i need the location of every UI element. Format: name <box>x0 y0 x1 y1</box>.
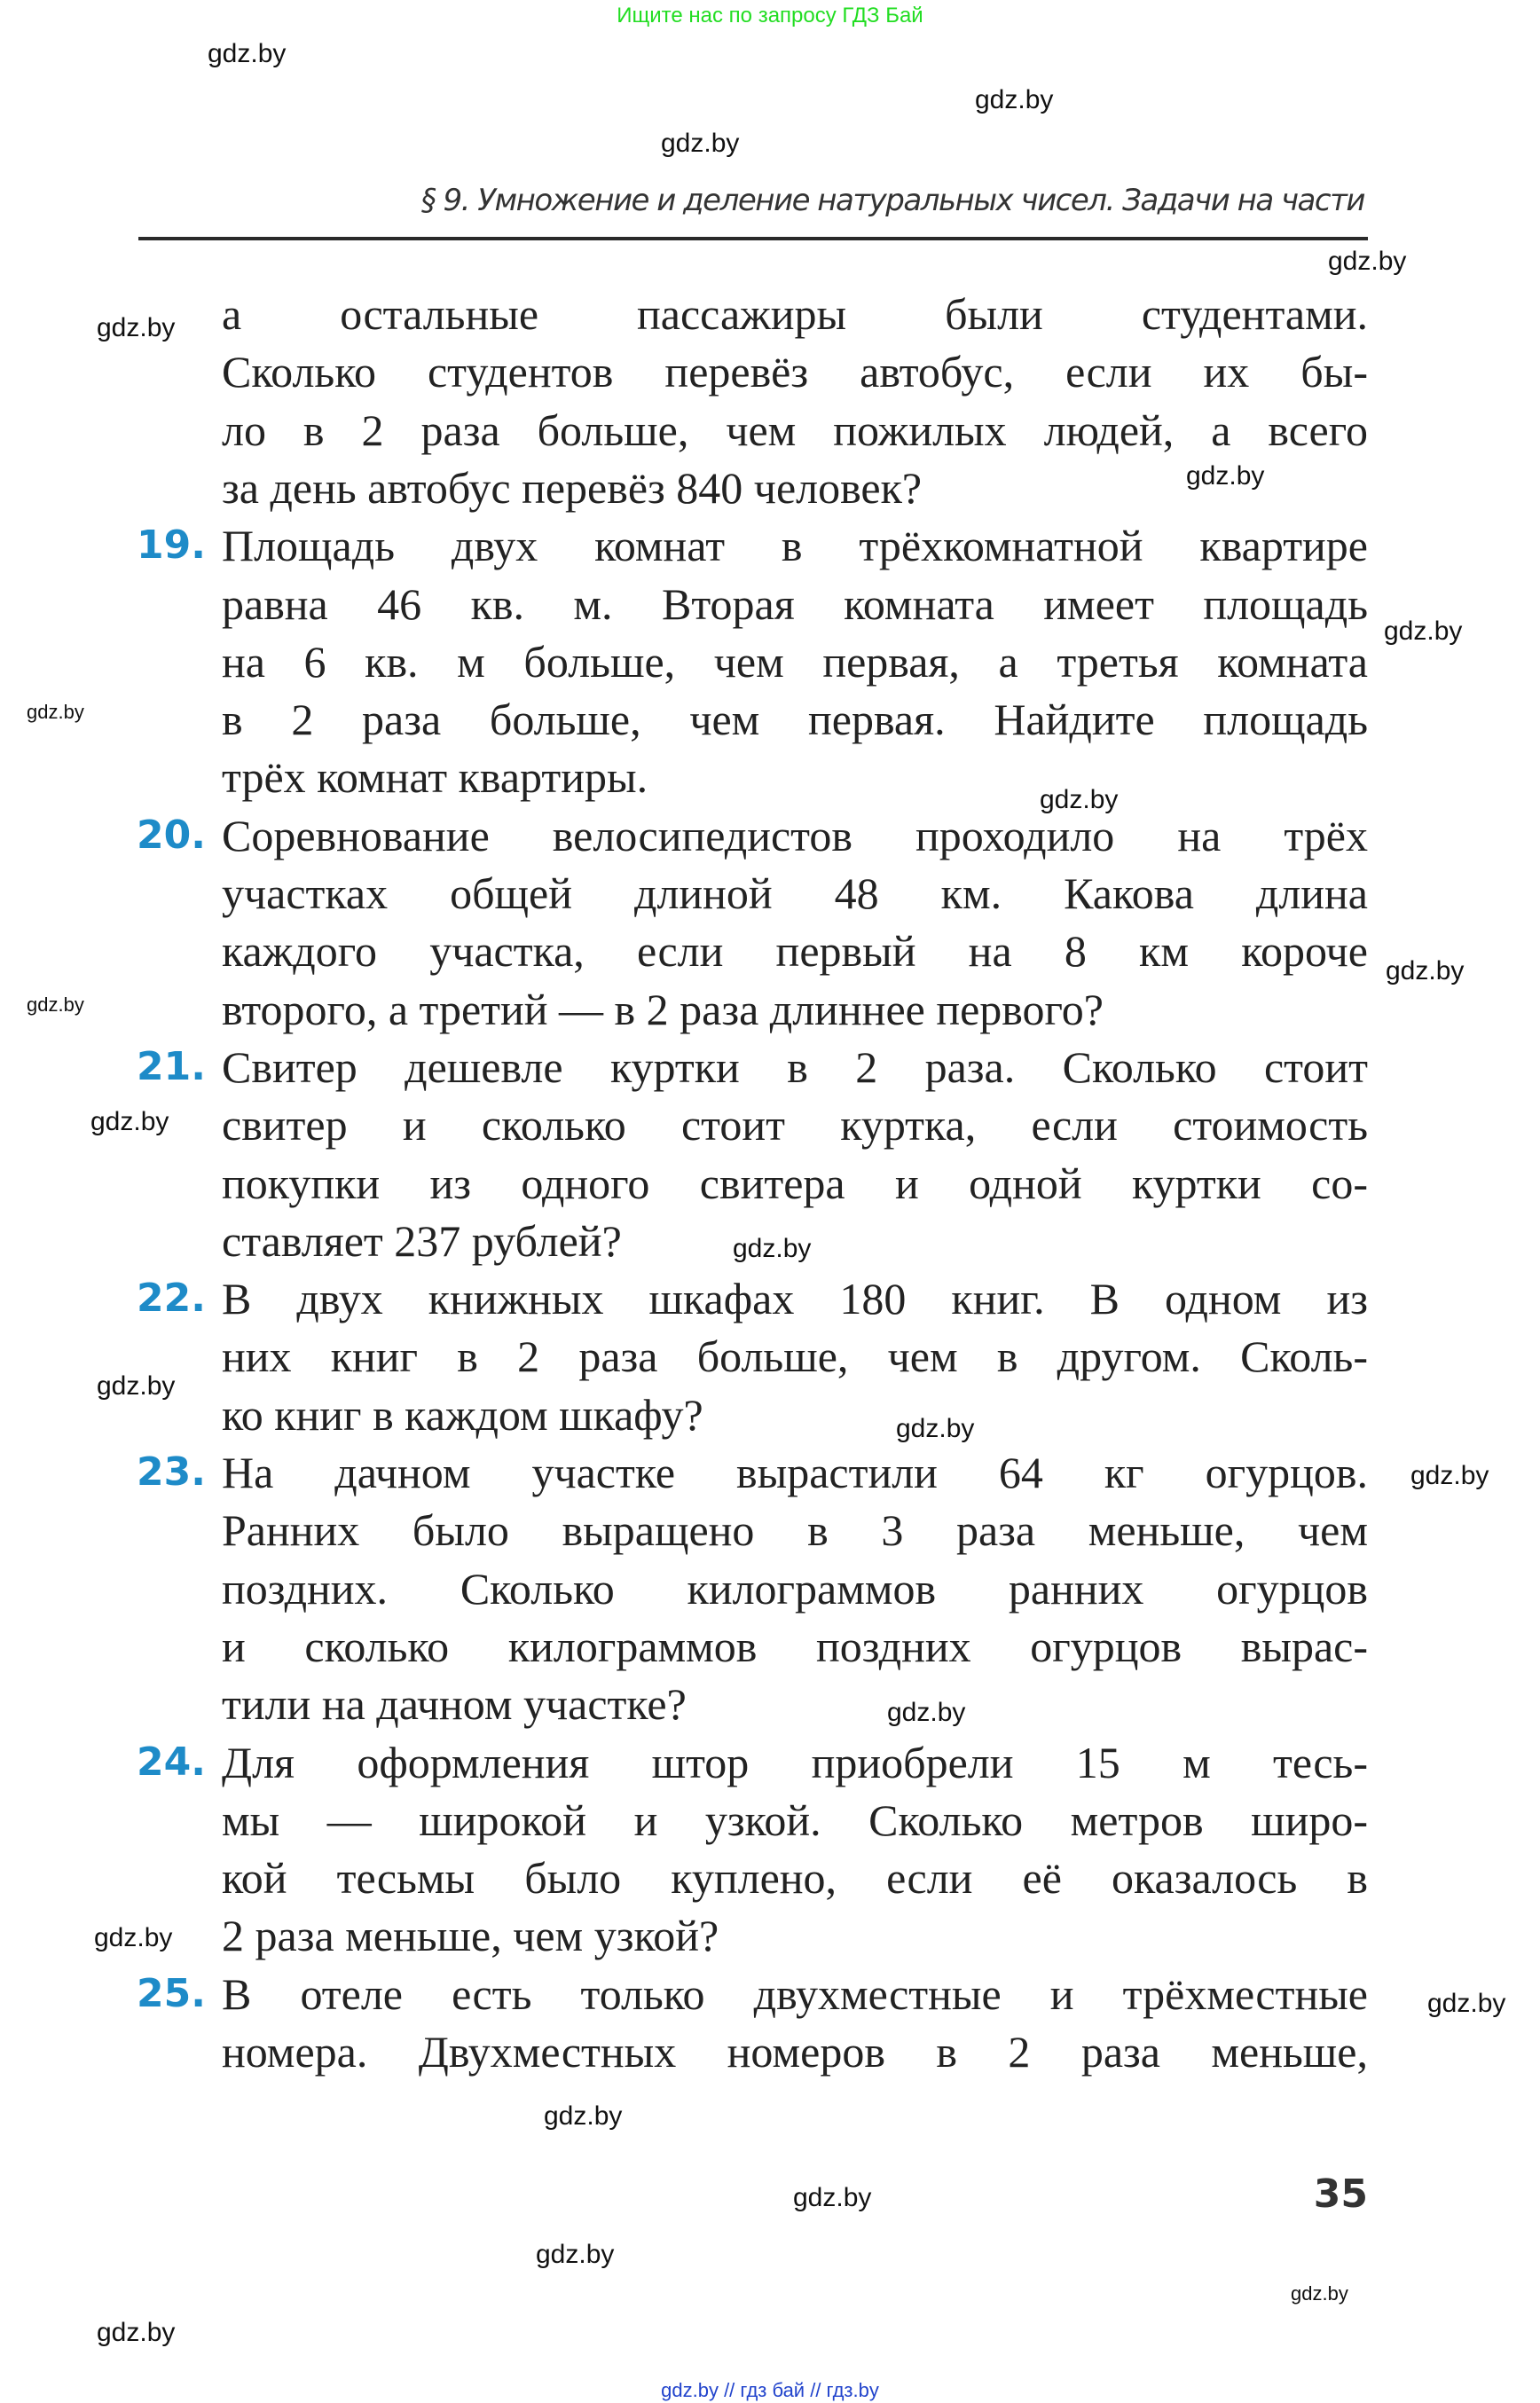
problem-number: 22. <box>137 1276 206 1322</box>
text-line: участках общей длиной 48 км. Какова длина <box>222 868 1368 918</box>
watermark-gdz: gdz.by <box>544 2101 623 2131</box>
text-line: Свитер дешевле куртки в 2 раза. Сколько стоит <box>222 1041 1368 1092</box>
text-line: второго, а третий — в 2 раза длиннее первого? <box>222 984 1104 1034</box>
text-line: ко книг в каждом шкафу? <box>222 1389 703 1440</box>
text-line: них книг в 2 раза больше, чем в другом. Сколь- <box>222 1331 1368 1382</box>
text-line: трёх комнат квартиры. <box>222 752 648 803</box>
page-number: 35 <box>1313 2171 1368 2217</box>
problem-number: 20. <box>137 812 206 858</box>
watermark-gdz: gdz.by <box>208 39 287 68</box>
text-line: ставляет 237 рублей? <box>222 1215 622 1266</box>
text-line: каждого участка, если первый на 8 км короче <box>222 926 1368 977</box>
text-line: равна 46 кв. м. Вторая комната имеет площадь <box>222 578 1368 629</box>
watermark-gdz: gdz.by <box>27 701 84 723</box>
text-line: свитер и сколько стоит куртка, если стоимость <box>222 1100 1368 1150</box>
text-line: в 2 раза больше, чем первая. Найдите площадь <box>222 695 1368 745</box>
watermark-gdz: gdz.by <box>661 129 740 158</box>
text-line: на 6 кв. м больше, чем первая, а третья комната <box>222 636 1368 687</box>
watermark-gdz: gdz.by <box>896 1414 975 1443</box>
watermark-gdz: gdz.by <box>1040 785 1119 814</box>
text-line: В отеле есть только двухместные и трёхместные <box>222 1968 1368 2019</box>
watermark-gdz: gdz.by <box>97 313 176 342</box>
text-line: 2 раза меньше, чем узкой? <box>222 1911 719 1961</box>
text-line: тили на дачном участке? <box>222 1679 687 1730</box>
watermark-gdz: gdz.by <box>90 1107 169 1136</box>
text-line: ло в 2 раза больше, чем пожилых людей, а всего <box>222 404 1368 455</box>
text-line: мы — широкой и узкой. Сколько метров широ- <box>222 1794 1368 1845</box>
problem-number: 21. <box>137 1043 206 1089</box>
text-line: Для оформления штор приобрели 15 м тесь- <box>222 1737 1368 1787</box>
text-line: Соревнование велосипедистов проходило на трёх <box>222 810 1368 860</box>
text-line: Сколько студентов перевёз автобус, если их бы- <box>222 347 1368 397</box>
text-line: Ранних было выращено в 3 раза меньше, чем <box>222 1505 1368 1556</box>
problem-number: 23. <box>137 1449 206 1495</box>
watermark-gdz: gdz.by <box>733 1234 812 1263</box>
text-line: поздних. Сколько килограммов ранних огурцов <box>222 1563 1368 1614</box>
header-divider <box>138 237 1368 240</box>
watermark-gdz: gdz.by <box>1186 461 1265 491</box>
text-line: а остальные пассажиры были студентами. <box>222 289 1368 339</box>
watermark-gdz: gdz.by <box>94 1923 173 1952</box>
top-search-banner[interactable]: Ищите нас по запросу ГДЗ Бай <box>617 4 923 27</box>
text-line: В двух книжных шкафах 180 книг. В одном из <box>222 1274 1368 1324</box>
problem-number: 19. <box>137 522 206 569</box>
bottom-links-banner[interactable]: gdz.by // гдз бай // гдз.by <box>661 2379 879 2401</box>
text-line: На дачном участке вырастили 64 кг огурцов. <box>222 1448 1368 1497</box>
watermark-gdz: gdz.by <box>1410 1461 1489 1490</box>
problem-number: 25. <box>137 1970 206 2016</box>
text-line: за день автобус перевёз 840 человек? <box>222 462 923 513</box>
watermark-gdz: gdz.by <box>97 1371 176 1401</box>
problem-number: 24. <box>137 1739 206 1785</box>
watermark-gdz: gdz.by <box>793 2183 872 2212</box>
watermark-gdz: gdz.by <box>27 993 84 1016</box>
text-line: Площадь двух комнат в трёхкомнатной квартире <box>222 521 1368 571</box>
text-line: номера. Двухместных номеров в 2 раза меньше, <box>222 2027 1368 2077</box>
running-head-section-title: § 9. Умножение и деление натуральных чисел. Задачи на части <box>420 183 1364 218</box>
watermark-gdz: gdz.by <box>536 2240 615 2269</box>
watermark-gdz: gdz.by <box>975 85 1054 114</box>
watermark-gdz: gdz.by <box>1384 616 1463 646</box>
watermark-gdz: gdz.by <box>887 1698 966 1727</box>
text-line: покупки из одного свитера и одной куртки со- <box>222 1158 1368 1208</box>
watermark-gdz: gdz.by <box>97 2318 176 2347</box>
watermark-gdz: gdz.by <box>1328 247 1407 276</box>
watermark-gdz: gdz.by <box>1386 956 1465 986</box>
watermark-gdz: gdz.by <box>1427 1989 1506 2018</box>
text-line: кой тесьмы было куплено, если её оказалось в <box>222 1853 1368 1904</box>
watermark-gdz: gdz.by <box>1291 2282 1348 2305</box>
text-line: и сколько килограммов поздних огурцов вырас- <box>222 1621 1368 1671</box>
